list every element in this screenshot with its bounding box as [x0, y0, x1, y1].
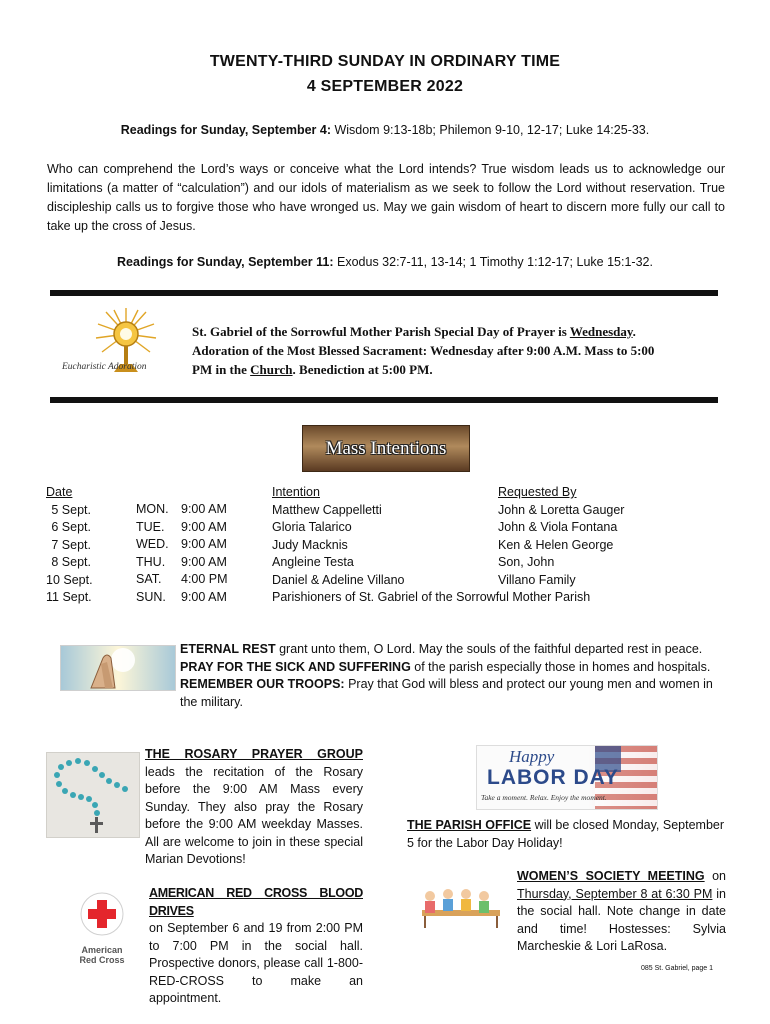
readings-sept4-label: Readings for Sunday, September 4:	[120, 123, 331, 137]
table-cell-requested-by: John & Loretta Gauger	[498, 502, 625, 517]
womens-society-text1: on	[704, 869, 726, 883]
pray-for-sick-label: PRAY FOR THE SICK AND SUFFERING	[180, 659, 411, 674]
table-cell-time: 9:00 AM	[181, 502, 227, 516]
table-cell-requested-by: John & Viola Fontana	[498, 520, 618, 534]
blood-drive-notice	[149, 885, 363, 1008]
adoration-logo-text: Eucharistic Adoration	[62, 362, 147, 372]
prayer-line-1c: .	[632, 324, 636, 339]
womens-society-image	[414, 884, 508, 930]
womens-society-label: WOMEN’S SOCIETY MEETING	[517, 869, 705, 883]
prayer-church: Church	[250, 362, 293, 377]
special-day-of-prayer	[192, 322, 722, 379]
labor-day-title: LABOR DAY	[487, 766, 619, 789]
eucharistic-adoration-logo	[62, 306, 190, 386]
labor-day-banner	[476, 745, 658, 810]
eternal-rest-label: ETERNAL REST	[180, 642, 276, 656]
blood-drive-label: AMERICAN RED CROSS BLOOD DRIVES	[149, 886, 363, 918]
red-cross-logo-line1: American	[81, 945, 123, 955]
header-intention: Intention	[272, 485, 320, 499]
table-cell-day: SAT.	[136, 572, 162, 586]
prayer-line-2: Adoration of the Most Blessed Sacrament: Wednesday after 9:00 A.M. Mass to 5:00	[192, 343, 655, 358]
table-cell-date: 11 Sept.	[46, 590, 92, 604]
readings-sept4-text: Wisdom 9:13-18b; Philemon 9-10, 12-17; Luke 14:25-33.	[330, 123, 650, 137]
table-cell-day: SUN.	[136, 589, 166, 604]
prayer-line-3	[192, 360, 722, 379]
readings-sept4	[0, 123, 770, 137]
rosary-image	[46, 752, 140, 838]
readings-sept11-label: Readings for Sunday, September 11:	[117, 255, 334, 269]
table-cell-date: 8 Sept.	[51, 555, 91, 569]
table-cell-time: 9:00 AM	[181, 554, 227, 569]
eternal-rest-text: grant unto them, O Lord. May the souls of the faithful departed rest in peace.	[275, 642, 703, 656]
red-cross-icon	[72, 890, 132, 940]
pray-for-sick	[180, 659, 728, 677]
labor-day-happy: Happy	[509, 747, 555, 766]
mass-date-column	[46, 484, 106, 607]
page-title: TWENTY-THIRD SUNDAY IN ORDINARY TIME	[209, 53, 561, 70]
readings-sept11-text: Exodus 32:7-11, 13-14; 1 Timothy 1:12-17; Luke 15:1-32.	[333, 255, 653, 269]
table-cell-intention: Angleine Testa	[272, 555, 354, 569]
table-cell-time: 9:00 AM	[181, 519, 227, 534]
rosary-label: THE ROSARY PRAYER GROUP	[145, 747, 363, 761]
table-cell-day: TUE.	[136, 519, 165, 534]
table-cell-date: 7 Sept.	[51, 537, 91, 552]
table-cell-day: WED.	[136, 537, 169, 551]
parish-office-text: will be closed Monday, September 5 for the Labor Day Holiday!	[407, 818, 725, 850]
pray-for-sick-text: of the parish especially those in homes and hospitals.	[410, 659, 711, 674]
table-cell-day: MON.	[136, 502, 169, 516]
table-cell-time: 9:00 AM	[181, 589, 227, 604]
divider-top	[50, 290, 718, 296]
remember-troops-text: Pray that God will bless and protect our young men and women in the military.	[180, 677, 713, 709]
prayers-block	[180, 641, 728, 711]
red-cross-logo-line2: Red Cross	[79, 955, 125, 965]
people-meeting-icon	[414, 884, 508, 930]
table-cell-intention: Judy Macknis	[272, 537, 348, 552]
mass-requested-column	[498, 484, 698, 589]
eternal-rest	[180, 641, 728, 659]
header-requested-by: Requested By	[498, 485, 577, 499]
parish-office-notice	[407, 817, 729, 852]
remember-troops	[180, 676, 728, 711]
blood-drive-text: on September 6 and 19 from 2:00 PM to 7:00 PM in the social hall. Prospective donors, please call 1-800-RED-CROSS to make an appointment.	[149, 921, 363, 1005]
table-cell-day: THU.	[136, 554, 166, 569]
womens-society-notice	[517, 868, 726, 956]
red-cross-logo	[72, 890, 132, 970]
prayer-line-3a: PM in the	[192, 362, 251, 377]
table-cell-intention: Parishioners of St. Gabriel of the Sorrowful Mother Parish	[272, 590, 591, 604]
prayer-day-wednesday: Wednesday	[569, 324, 633, 339]
prayer-line-3c: . Benediction at 5:00 PM.	[292, 362, 433, 377]
remember-troops-label: REMEMBER OUR TROOPS:	[180, 677, 345, 691]
mass-day-column	[136, 501, 180, 606]
praying-hands-image	[60, 645, 176, 691]
table-cell-requested-by: Villano Family	[498, 572, 576, 587]
table-cell-time: 9:00 AM	[181, 537, 227, 551]
womens-society-text2: in the social hall. Note change in date and time! Hostesses: Sylvia Marcheskie & Lori LaRosa.	[517, 886, 727, 953]
table-cell-intention: Daniel & Adeline Villano	[272, 572, 405, 587]
mass-intentions-banner	[302, 425, 470, 472]
labor-day-tagline: Take a moment. Relax. Enjoy the moment.	[481, 793, 607, 802]
womens-society-date: Thursday, September 8 at 6:30 PM	[517, 886, 713, 901]
rosary-paragraph	[145, 746, 363, 869]
table-cell-intention: Matthew Cappelletti	[272, 502, 382, 517]
table-cell-date: 10 Sept.	[46, 572, 93, 587]
readings-sept11	[0, 255, 770, 269]
table-cell-requested-by: Son, John	[498, 555, 555, 569]
parish-office-label: THE PARISH OFFICE	[407, 818, 532, 832]
table-cell-intention: Gloria Talarico	[272, 520, 352, 534]
monstrance-icon	[62, 306, 190, 386]
divider-bottom	[50, 397, 718, 403]
rosary-text: leads the recitation of the Rosary before the 9:00 AM Mass every Sunday. They also pray the Rosary before the 9:00 AM weekday Masses. All are welcome to join in these special Marian Devotions!	[145, 764, 363, 866]
page-footer: 085 St. Gabriel, page 1	[641, 965, 713, 972]
page-date: 4 SEPTEMBER 2022	[306, 78, 464, 95]
mass-time-column	[181, 501, 251, 606]
praying-hands-icon	[61, 646, 175, 690]
reflection-paragraph: Who can comprehend the Lord’s ways or conceive what the Lord intends? True wisdom leads us to acknowledge our limitations (a matter of “calculation”) and our idols of materialism as we seek to follow the Lord without reservation. True discipleship calls us to forgive those who have wronged us. May we gain wisdom of heart to discern more fully our call to take up the cross of Jesus.	[47, 162, 725, 233]
table-cell-date: 5 Sept.	[51, 502, 91, 517]
rosary-icon	[47, 753, 139, 837]
table-cell-date: 6 Sept.	[51, 520, 91, 534]
table-cell-requested-by: Ken & Helen George	[498, 537, 614, 552]
header-date: Date	[46, 485, 73, 499]
prayer-line-1	[192, 322, 722, 341]
mass-intentions-title: Mass Intentions	[325, 437, 447, 459]
prayer-line-1a: St. Gabriel of the Sorrowful Mother Parish Special Day of Prayer is	[192, 324, 570, 339]
table-cell-time: 4:00 PM	[181, 572, 228, 586]
